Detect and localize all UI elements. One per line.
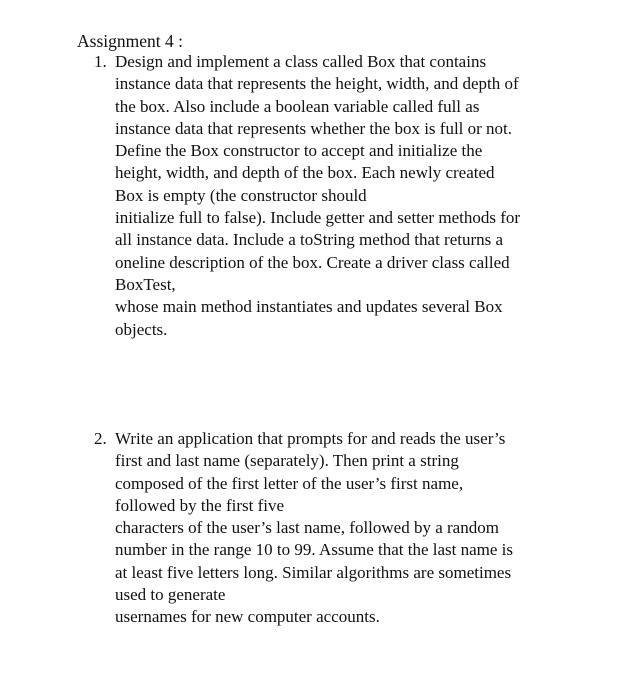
question-1-text [115, 51, 585, 341]
question-1-line: Design and implement a class called Box that contains [115, 52, 487, 71]
question-1-line: all instance data. Include a toString method that returns a [115, 230, 504, 250]
question-1-line: instance data that represents the height, width, and depth of [115, 74, 519, 94]
question-1-line: the box. Also include a boolean variable called full as [115, 96, 480, 116]
question-2-line: characters of the user’s last name, followed by a random [115, 518, 499, 538]
question-2-line: number in the range 10 to 99. Assume that the last name is [115, 540, 514, 560]
question-1-line: height, width, and depth of the box. Each newly created [115, 163, 495, 183]
question-2-line: first and last name (separately). Then print a string [115, 451, 459, 471]
question-1-line: BoxTest, [115, 274, 176, 294]
question-2-line: used to generate [115, 585, 226, 605]
question-2-line: composed of the first letter of the user’s first name, [115, 473, 464, 493]
question-2-line: usernames for new computer accounts. [115, 607, 380, 627]
question-1-line: instance data that represents whether the box is full or not. [115, 118, 513, 138]
question-1-number: 1. [94, 52, 107, 71]
assignment-heading: Assignment 4 : [77, 31, 183, 51]
question-2-line: Write an application that prompts for and reads the user’s [115, 429, 506, 448]
question-2-line: followed by the first five [115, 495, 285, 515]
question-1-line: initialize full to false). Include getter and setter methods for [115, 208, 521, 228]
question-1-line: Define the Box constructor to accept and initialize the [115, 141, 483, 161]
question-2-number: 2. [94, 429, 107, 448]
question-1-line: Box is empty (the constructor should [115, 185, 367, 205]
question-2-text [115, 428, 585, 629]
question-1-line: whose main method instantiates and updates several Box [115, 297, 503, 317]
question-2-line: at least five letters long. Similar algorithms are sometimes [115, 562, 512, 582]
question-1-line: objects. [115, 319, 168, 339]
question-1-line: oneline description of the box. Create a driver class called [115, 252, 510, 272]
